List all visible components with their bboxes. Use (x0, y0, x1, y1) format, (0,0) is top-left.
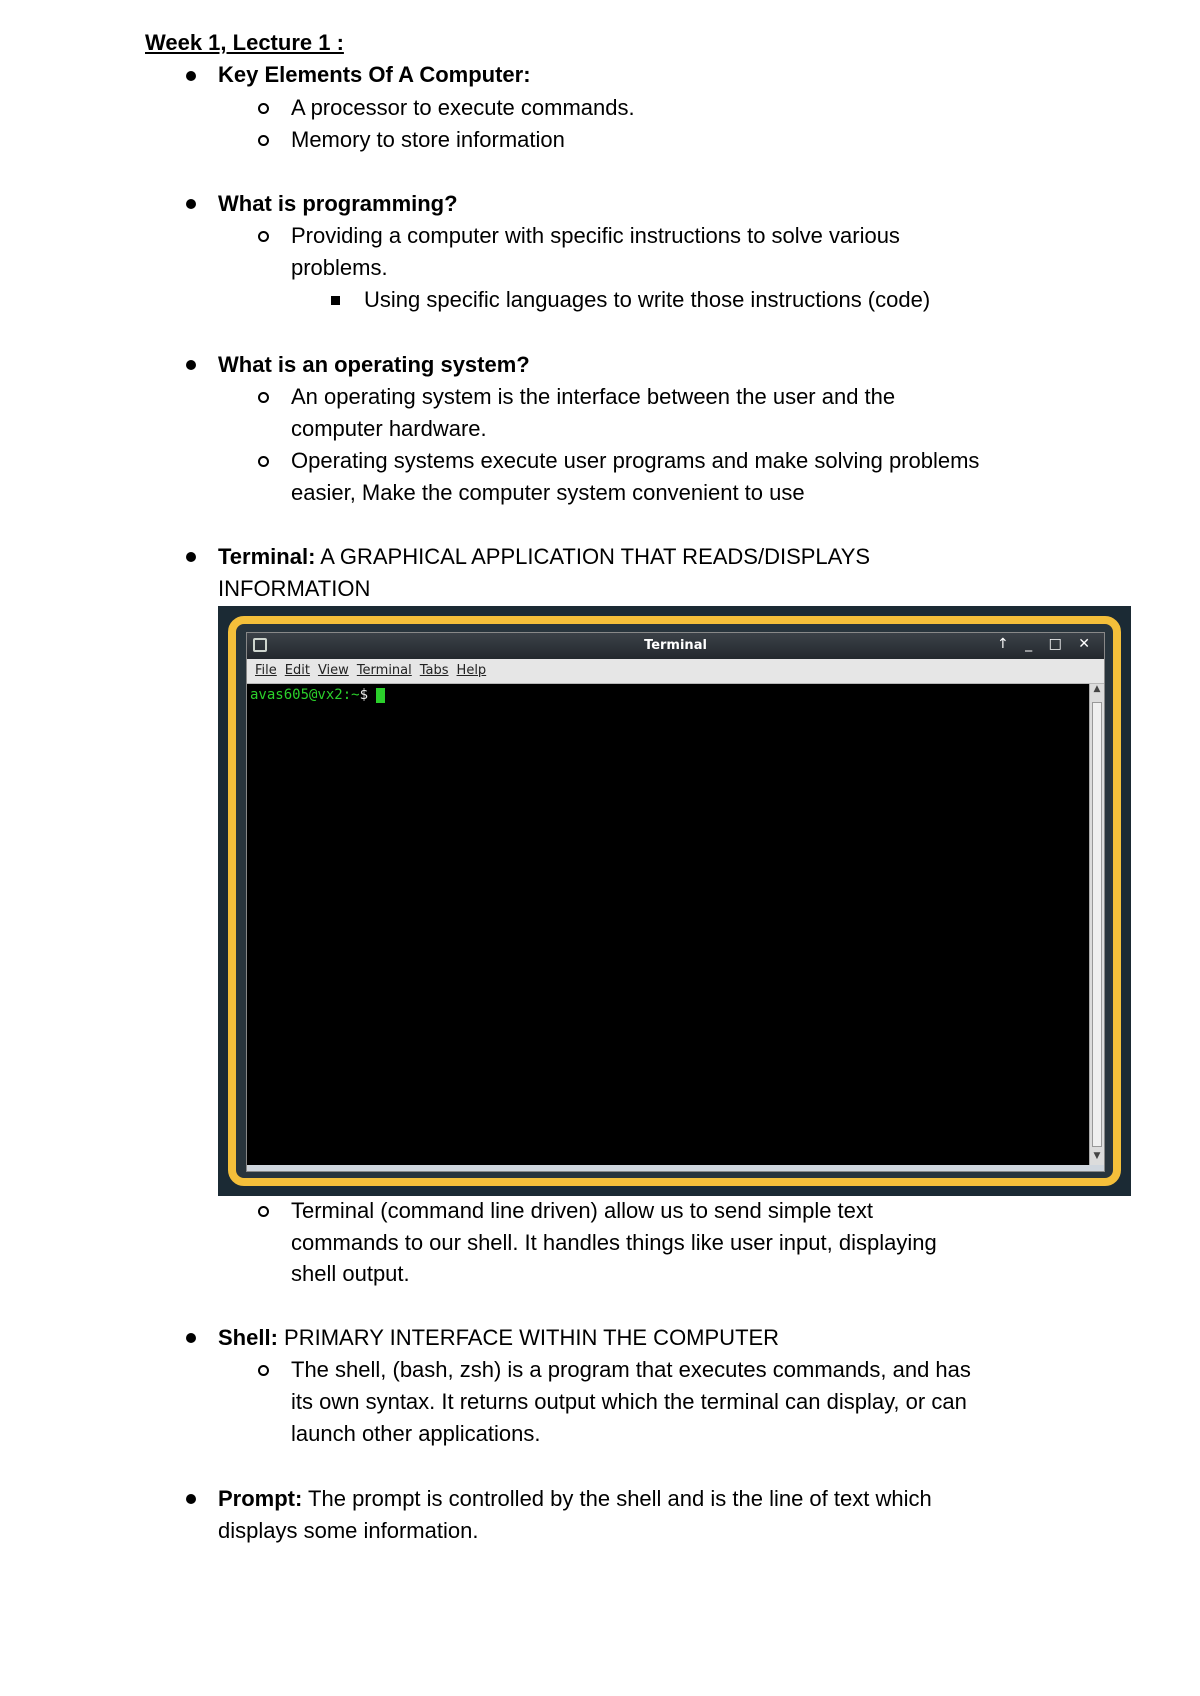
section-heading: What is programming? (218, 191, 458, 216)
terminal-heading-line (218, 541, 870, 573)
menu-file: File (255, 663, 277, 678)
section-description: The prompt is controlled by the shell and is the line of text which (308, 1486, 932, 1511)
bullet-circle-icon (258, 231, 269, 242)
bullet-dot-icon (186, 552, 196, 562)
title-bar (247, 633, 1104, 659)
bullet-dot-icon (186, 199, 196, 209)
menu-help: Help (456, 663, 487, 678)
scroll-down-icon: ▼ (1093, 1151, 1101, 1161)
section-heading: Key Elements Of A Computer: (218, 62, 531, 87)
scrollbar-thumb (1092, 702, 1102, 1147)
menu-view: View (317, 663, 349, 678)
section-heading: Prompt: (218, 1486, 303, 1511)
list-item: The shell, (bash, zsh) is a program that executes commands, and has (291, 1357, 971, 1382)
list-item-continuation: easier, Make the computer system convenient to use (291, 480, 805, 505)
menu-tabs: Tabs (419, 663, 449, 678)
prompt-heading-line (218, 1483, 932, 1515)
bullet-square-icon (331, 296, 340, 305)
terminal-window (246, 632, 1105, 1172)
bullet-dot-icon (186, 360, 196, 370)
window-title: Terminal (644, 638, 707, 653)
bullet-circle-icon (258, 1206, 269, 1217)
list-item-continuation: shell output. (291, 1261, 410, 1286)
list-item-continuation: problems. (291, 255, 388, 280)
bullet-circle-icon (258, 1365, 269, 1376)
prompt-path: :~ (342, 687, 360, 703)
window-bottom-edge (247, 1165, 1104, 1171)
list-item-continuation: commands to our shell. It handles things like user input, displaying (291, 1230, 937, 1255)
bullet-circle-icon (258, 103, 269, 114)
list-item: Operating systems execute user programs and make solving problems (291, 448, 980, 473)
sub-list-item: Using specific languages to write those instructions (code) (364, 287, 931, 312)
section-heading: Shell: (218, 1325, 278, 1350)
bullet-dot-icon (186, 1494, 196, 1504)
prompt-user: avas605@vx2 (250, 687, 343, 703)
list-item: An operating system is the interface between the user and the (291, 384, 896, 409)
bullet-circle-icon (258, 135, 269, 146)
section-heading: What is an operating system? (218, 352, 530, 377)
list-item: Terminal (command line driven) allow us to send simple text (291, 1198, 874, 1223)
scroll-up-icon: ▲ (1093, 684, 1101, 694)
shell-heading-line (218, 1322, 779, 1354)
menu-terminal: Terminal (356, 663, 412, 678)
bullet-circle-icon (258, 392, 269, 403)
section-description: PRIMARY INTERFACE WITHIN THE COMPUTER (284, 1325, 780, 1350)
section-description: A GRAPHICAL APPLICATION THAT READS/DISPLAYS (320, 544, 871, 569)
list-item-continuation: computer hardware. (291, 416, 487, 441)
bullet-dot-icon (186, 71, 196, 81)
list-item-continuation: its own syntax. It returns output which the terminal can display, or can (291, 1389, 967, 1414)
scrollbar (1089, 684, 1104, 1165)
list-item: Providing a computer with specific instructions to solve various (291, 223, 900, 248)
section-description-continuation: INFORMATION (218, 576, 371, 601)
menu-bar (247, 659, 1104, 684)
menu-edit: Edit (284, 663, 310, 678)
terminal-screenshot (218, 606, 1131, 1196)
prompt-symbol: $ (359, 687, 369, 703)
page-title: Week 1, Lecture 1 : (145, 30, 344, 55)
bullet-circle-icon (258, 456, 269, 467)
list-item: A processor to execute commands. (291, 95, 635, 120)
bullet-dot-icon (186, 1333, 196, 1343)
highlight-frame (228, 616, 1121, 1186)
section-heading: Terminal: (218, 544, 316, 569)
cursor-block (376, 688, 385, 703)
list-item-continuation: launch other applications. (291, 1421, 541, 1446)
window-controls: ↑ _ □ ✕ (996, 636, 1096, 652)
terminal-output (247, 684, 1090, 1165)
list-item: Memory to store information (291, 127, 565, 152)
section-description-continuation: displays some information. (218, 1518, 479, 1543)
